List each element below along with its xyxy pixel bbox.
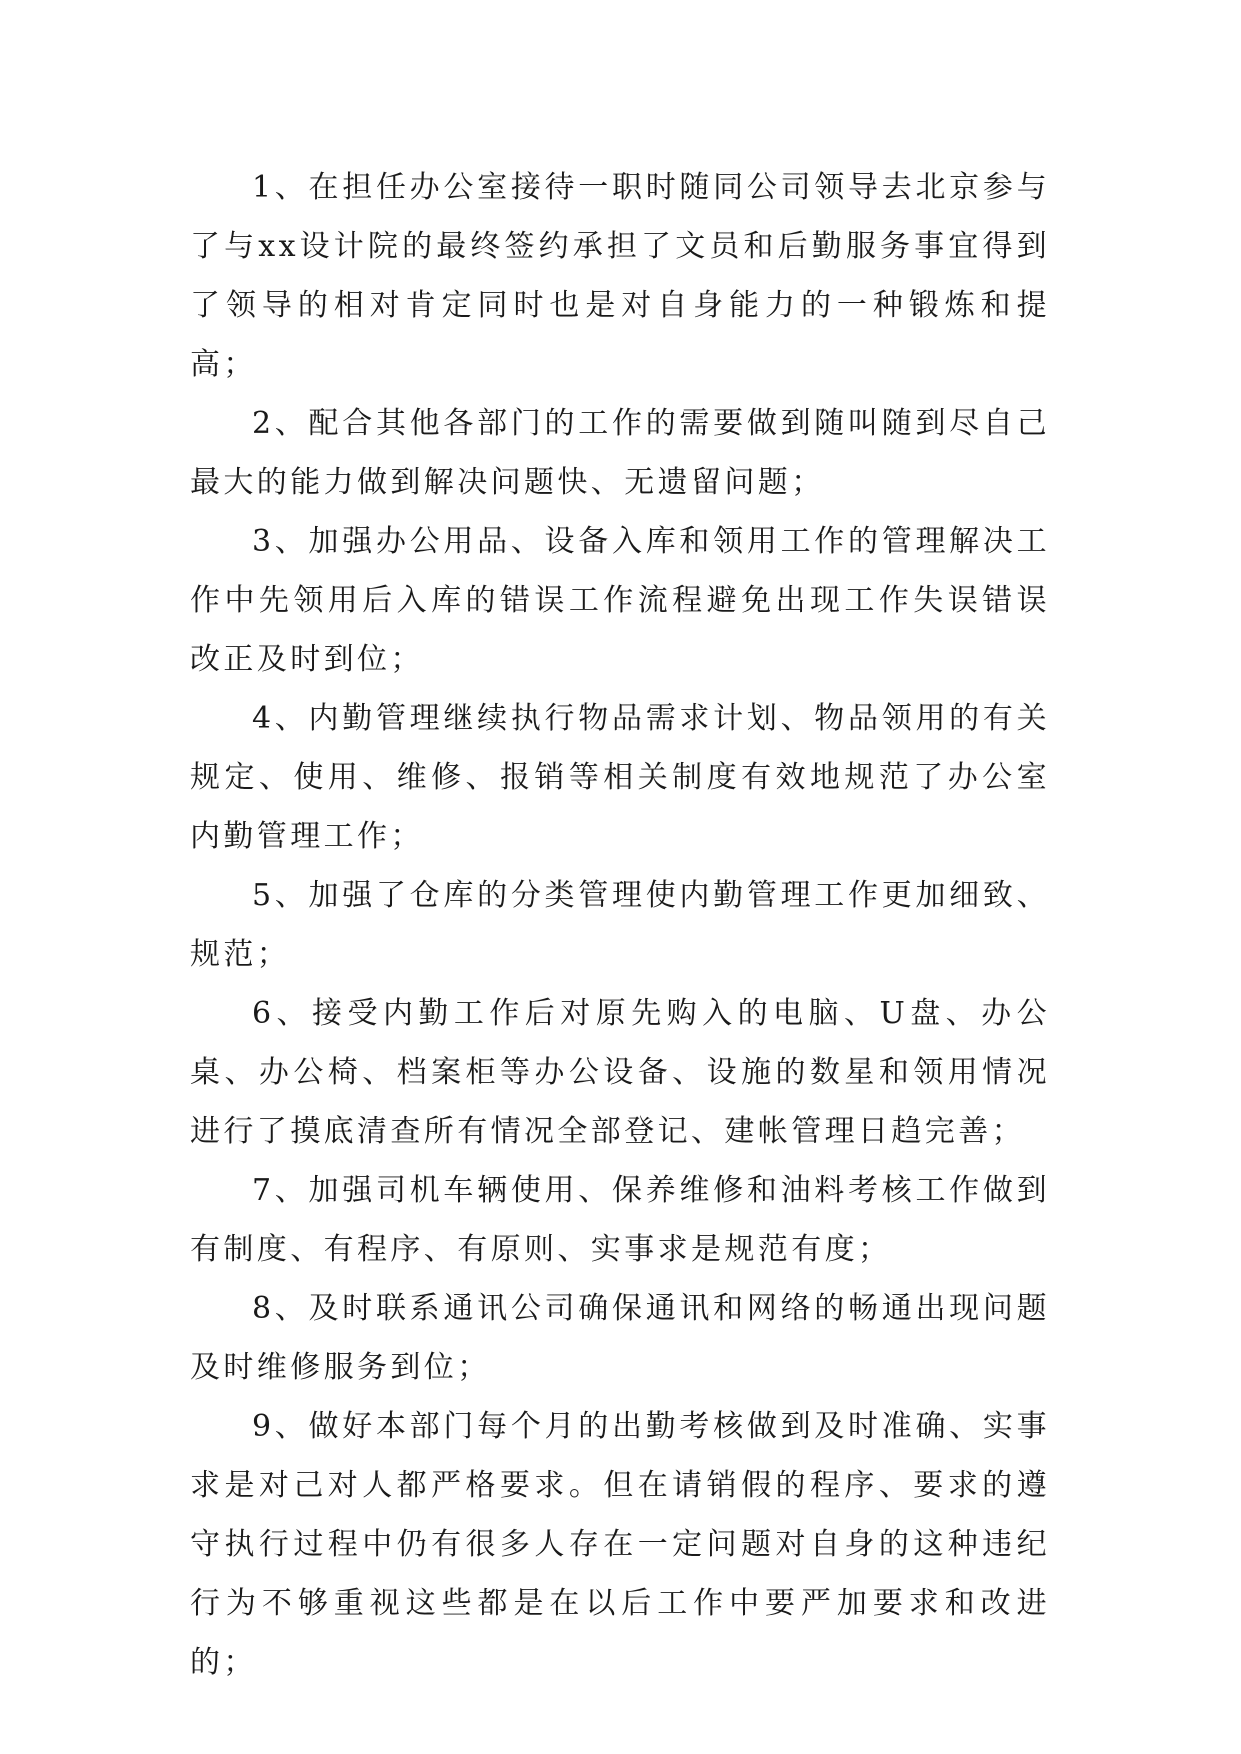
paragraph-5: 5、加强了仓库的分类管理使内勤管理工作更加细致、规范；: [190, 878, 1050, 972]
paragraph-7: 7、加强司机车辆使用、保养维修和油料考核工作做到有制度、有程序、有原则、实事求是规范有度；: [190, 1173, 1050, 1267]
paragraph-4: 4、内勤管理继续执行物品需求计划、物品领用的有关规定、使用、维修、报销等相关制度有效地规范了办公室内勤管理工作；: [190, 701, 1050, 854]
paragraph-3: 3、加强办公用品、设备入库和领用工作的管理解决工作中先领用后入库的错误工作流程避免出现工作失误错误改正及时到位；: [190, 524, 1050, 677]
paragraph-1: 1、在担任办公室接待一职时随同公司领导去北京参与了与xx设计院的最终签约承担了文员和后勤服务事宜得到了领导的相对肯定同时也是对自身能力的一种锻炼和提高；: [190, 170, 1050, 382]
paragraph-2: 2、配合其他各部门的工作的需要做到随叫随到尽自己最大的能力做到解决问题快、无遗留问题；: [190, 406, 1050, 500]
paragraph-6: 6、接受内勤工作后对原先购入的电脑、U盘、办公桌、办公椅、档案柜等办公设备、设施的数星和领用情况进行了摸底清查所有情况全部登记、建帐管理日趋完善；: [190, 996, 1050, 1149]
document-body: [190, 158, 1050, 1692]
paragraph-9: 9、做好本部门每个月的出勤考核做到及时准确、实事求是对己对人都严格要求。但在请销假的程序、要求的遵守执行过程中仍有很多人存在一定问题对自身的这种违纪行为不够重视这些都是在以后工作中要严加要求和改进的；: [190, 1409, 1050, 1680]
paragraph-8: 8、及时联系通讯公司确保通讯和网络的畅通出现问题及时维修服务到位；: [190, 1291, 1050, 1385]
